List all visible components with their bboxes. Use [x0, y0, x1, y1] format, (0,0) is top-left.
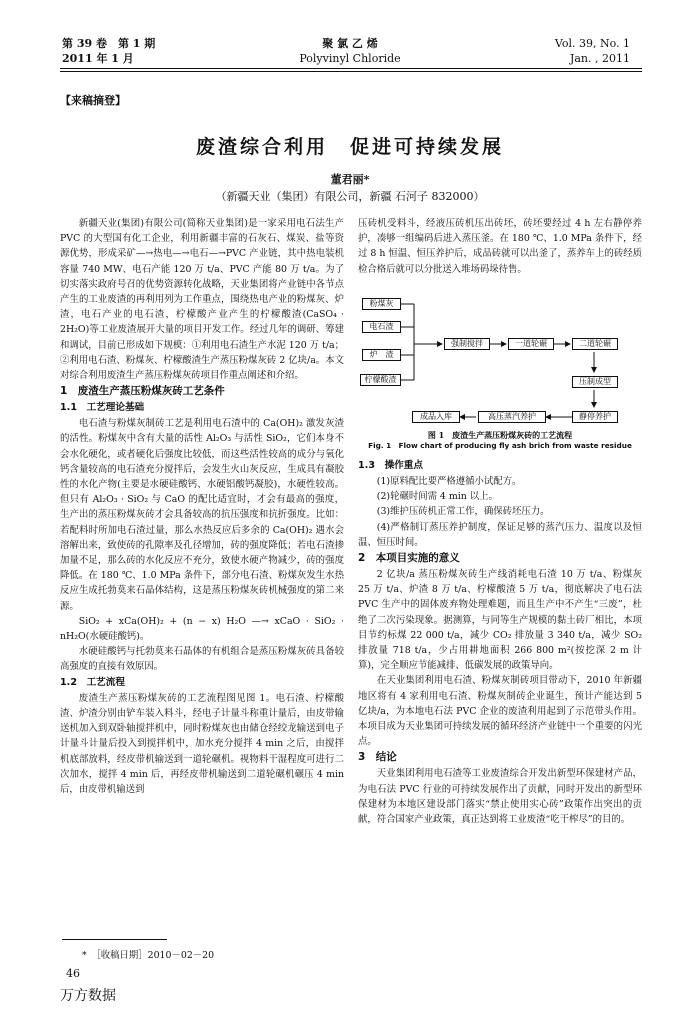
section-1-3-heading: 1.3 操作重点 — [358, 460, 423, 471]
box-storage: 成品入库 — [412, 411, 460, 423]
process-paragraph: 废渣生产蒸压粉煤灰砖的工艺流程图见图 1。电石渣、柠檬酸渣、炉渣分别由铲车装入料斗，经电子计量斗称重计量后，由皮带输送机加入到双卧轴搅拌机中，同时粉煤灰也由储仓经绞龙输送到电子计量斗计量后投入到搅拌机中，加水充分搅拌 4 min 之后，由搅拌机底部放料，经皮带机输送到一道轮碾机。视物料干湿程度可进行二次加水，搅拌 4 min 后，再经皮带机输送到二道轮碾机碾压 4 min 后，由皮带机输送到 — [60, 692, 344, 795]
left-column — [60, 216, 344, 797]
journal-volume-en-header — [555, 36, 630, 66]
issue-date-en: Jan. , 2011 — [569, 52, 630, 65]
flow-chart-connectors — [360, 297, 640, 427]
strength-paragraph: 水硬硅酸钙与托勃莫来石晶体的有机组合是蒸压粉煤灰砖具备较高强度的直接有效原因。 — [60, 646, 344, 673]
journal-name-en: Polyvinyl Chloride — [299, 52, 401, 65]
box-press: 压制成型 — [572, 376, 618, 388]
significance-paragraph-2: 在天业集团利用电石渣、粉煤灰制砖项目带动下，2010 年新疆地区将有 4 家利用电石渣、粉煤灰制砖企业诞生，预计产能达到 5 亿块/a，为本地电石法 PVC 企业的废渣利用起到了示范带头作用。本项目成为天业集团可持续发展的循环经济产业链中一个重要的闪光点。 — [358, 675, 642, 748]
header-rule-bottom — [60, 71, 642, 72]
footnote-rule — [62, 939, 167, 940]
box-fly-ash: 粉煤灰 — [362, 298, 401, 310]
op-point-2: (2)轮碾时间需 4 min 以上。 — [376, 491, 498, 503]
box-mixing: 强制搅拌 — [444, 338, 490, 350]
figure-caption-cn: 图 1 废渣生产蒸压粉煤灰砖的工艺流程 — [427, 430, 573, 440]
received-date-footnote: * ［收稿日期］2010－02－20 — [82, 950, 215, 961]
theory-paragraph: 电石渣与粉煤灰制砖工艺是利用电石渣中的 Ca(OH)₂ 激发灰渣的活性。粉煤灰中含有大量的活性 Al₂O₃ 与活性 SiO₂，它们本身不会水化硬化，或者硬化后强度比较低，而这些活性较高的成分与氧化钙含量较高的电石渣充分搅拌后，会发生火山灰反应，生成具有凝胶性的水化产物(主要是水硬硅酸钙、水硬铝酸钙凝胶)，水硬性较高。但只有 Al₂O₃ · SiO₂ 与 CaO 的配比适宜时，才会有最高的强度，生产出的蒸压粉煤灰砖才会具备较高的抗压强度和抗折强度。比如：若配料时所加电石渣过量，那么水热反应后多余的 Ca(OH)₂ 遇水会溶解出来，致使砖的孔隙率及孔径增加，砖的强度降低；若电石渣掺加量不足，那么砖的水化反应不充分，致使水硬产物减少，砖的强度降低。在 180 ℃、1.0 MPa 条件下，部分电石渣、粉煤灰发生水热反应生成托勃莫来石晶体结构，这是蒸压粉煤灰砖机械强度的第二来源。 — [60, 418, 344, 612]
section-2-heading: 2 本项目实施的意义 — [358, 552, 460, 565]
process-continued-paragraph: 压砖机受料斗，经液压砖机压出砖坯，砖坯要经过 4 h 左右静停养护，凑够一组编码后进入蒸压釜。在 180 ℃、1.0 MPa 条件下，经过 8 h 恒温、恒压养护后，成品砖就可以出釜了，蒸养车上的砖经质检合格后就可以分批送入堆场码垛待售。 — [358, 218, 642, 275]
box-autoclave: 高压蒸汽养护 — [478, 411, 546, 423]
section-3-heading: 3 结论 — [358, 751, 397, 764]
affiliation: （新疆天业（集团）有限公司，新疆 石河子 832000） — [215, 190, 485, 203]
reaction-equation: SiO₂ + xCa(OH)₂ + (n − x) H₂O —→ xCaO · SiO₂ · nH₂O(水硬硅酸钙)。 — [60, 615, 344, 643]
right-column-top — [358, 216, 642, 277]
figure-caption-en: Fig. 1 Flow chart of producing fly ash brich from waste residue — [368, 441, 632, 450]
op-point-4: (4)严格制订蒸压养护制度，保证足够的蒸汽压力、温度以及恒温、恒压时间。 — [358, 521, 642, 548]
section-1-1-heading: 1.1 工艺理论基础 — [60, 402, 145, 414]
box-static-cure: 静停养护 — [572, 411, 618, 423]
header-rule-top — [60, 68, 642, 69]
right-column-bottom — [358, 458, 642, 827]
box-carbide-slag: 电石渣 — [362, 321, 401, 333]
box-mill-1: 一道轮碾 — [508, 338, 554, 350]
flow-chart-figure — [360, 297, 640, 427]
intro-paragraph: 新疆天业(集团)有限公司(简称天业集团)是一家采用电石法生产 PVC 的大型国有化工企业，利用新疆丰富的石灰石、煤炭、盐等资源优势，形成采矿—→热电—→电石—→PVC 产业链，其中热电装机容量 740 MW、电石产能 120 万 t/a、PVC 产能 80 万 t/a。为了切实落实政府号召的优势资源转化战略，天业集团将产业链中各节点产生的工业废渣的再利用列为工作重点，围绕热电产业的粉煤灰、炉渣，电石产业的电石渣，柠檬酸产业产生的柠檬酸渣(CaSO₄ · 2H₂O)等工业废渣展开大量的项目开发工作。经过几年的调研、筹建和调试，目前已形成如下规模：①利用电石渣生产水泥 120 万 t/a；②利用电石渣、粉煤灰、柠檬酸渣生产蒸压粉煤灰砖 2 亿块/a。本文对综合利用废渣生产蒸压粉煤灰砖项目作重点阐述和介绍。 — [60, 218, 344, 382]
watermark: 万方数据 — [60, 988, 116, 1004]
box-citric-slag: 柠檬酸渣 — [360, 374, 401, 386]
page-number: 46 — [66, 967, 80, 980]
op-point-3: (3)维护压砖机正常工作，确保砖坯压力。 — [376, 506, 550, 518]
significance-paragraph-1: 2 亿块/a 蒸压粉煤灰砖生产线消耗电石渣 10 万 t/a、粉煤灰 25 万 t/a、炉渣 8 万 t/a、柠檬酸渣 5 万 t/a，彻底解决了电石法 PVC 生产中的固体废弃物处理难题，而且生产中不产生“三废”，杜绝了二次污染现象。据测算，与同等生产规模的黏土砖厂相比，本项目节约标煤 22 000 t/a，减少 CO₂ 排放量 3 340 t/a，减少 SO₂ 排放量 718 t/a，少占用耕地面积 266 800 m²(按挖深 2 m 计算)，完全顺应节能减排、低碳发展的政策导向。 — [358, 569, 642, 672]
box-furnace-slag: 炉 渣 — [362, 349, 401, 361]
section-1-heading: 1 废渣生产蒸压粉煤灰砖工艺条件 — [60, 385, 225, 398]
journal-name-cn: 聚 氯 乙 烯 — [322, 37, 378, 50]
conclusion-paragraph: 天业集团利用电石渣等工业废渣综合开发出新型环保建材产品，为电石法 PVC 行业的可持续发展作出了贡献，同时开发出的新型环保建材为本地区建设部门落实“禁止使用实心砖”政策作出突出的贡献，符合国家产业政策，真正达到将工业废渣“吃干榨尽”的目的。 — [358, 768, 642, 826]
box-mill-2: 二道轮碾 — [572, 338, 618, 350]
op-point-1: (1)原料配比要严格遵循小试配方。 — [376, 476, 522, 487]
column-tag: 【来稿摘登】 — [60, 94, 126, 107]
issue-date: 2011 年 1 月 — [62, 52, 134, 65]
author: 董君丽* — [330, 173, 370, 186]
volume-issue: 第 39 卷 第 1 期 — [62, 37, 156, 50]
article-title: 废渣综合利用 促进可持续发展 — [195, 136, 504, 158]
volume-issue-en: Vol. 39, No. 1 — [554, 37, 630, 50]
section-1-2-heading: 1.2 工艺流程 — [60, 676, 125, 688]
